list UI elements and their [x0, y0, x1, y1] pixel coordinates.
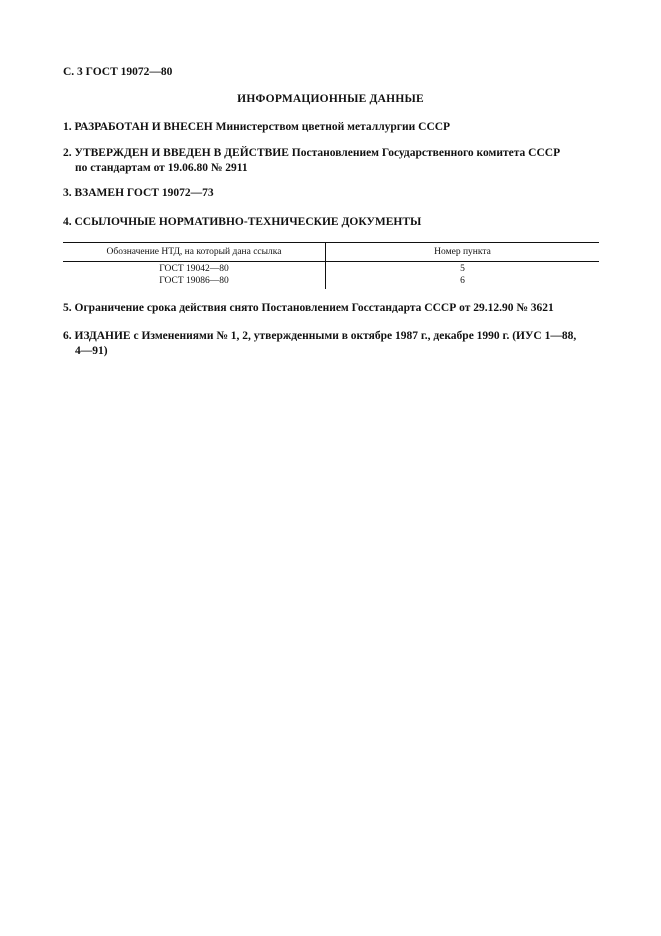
info-item-3	[63, 186, 603, 201]
table-header-row	[63, 243, 599, 262]
item-number: 2.	[63, 147, 72, 159]
table-cell-clause: 6	[460, 276, 465, 286]
table-cell-document: ГОСТ 19042—80	[63, 262, 326, 276]
item-text: ВЗАМЕН ГОСТ 19072—73	[74, 187, 214, 199]
column-header-clause: Номер пункта	[326, 243, 600, 262]
item-text: УТВЕРЖДЕН И ВВЕДЕН В ДЕЙСТВИЕ Постановлением Государственного комитета СССР	[74, 147, 561, 159]
table-row	[63, 262, 599, 276]
item-number: 6.	[63, 330, 72, 342]
info-item-4	[63, 215, 603, 230]
item-number: 3.	[63, 187, 72, 199]
item-text-continuation: по стандартам от 19.06.80 № 2911	[75, 161, 248, 174]
table-cell-clause: 5	[460, 264, 465, 274]
item-number: 5.	[63, 302, 72, 314]
column-header-document: Обозначение НТД, на который дана ссылка	[63, 243, 326, 262]
item-text: ССЫЛОЧНЫЕ НОРМАТИВНО-ТЕХНИЧЕСКИЕ ДОКУМЕНТЫ	[74, 216, 422, 228]
document-title: ИНФОРМАЦИОННЫЕ ДАННЫЕ	[237, 93, 424, 105]
table-row	[63, 275, 599, 289]
item-text: Ограничение срока действия снято Постановлением Госстандарта СССР от 29.12.90 № 3621	[74, 302, 554, 314]
reference-documents-table	[63, 242, 599, 289]
info-item-2	[63, 146, 603, 175]
table-cell-document: ГОСТ 19086—80	[63, 275, 326, 289]
item-number: 1.	[63, 121, 72, 133]
item-number: 4.	[63, 216, 72, 228]
item-text: РАЗРАБОТАН И ВНЕСЕН Министерством цветной металлургии СССР	[74, 121, 451, 133]
info-item-6	[63, 329, 603, 358]
page-header: С. 3 ГОСТ 19072—80	[63, 66, 173, 78]
info-item-1	[63, 120, 603, 135]
item-text-continuation: 4—91)	[75, 344, 108, 357]
item-text: ИЗДАНИЕ с Изменениями № 1, 2, утвержденными в октябре 1987 г., декабре 1990 г. (ИУС 1—88,	[74, 330, 577, 342]
info-item-5	[63, 301, 603, 316]
